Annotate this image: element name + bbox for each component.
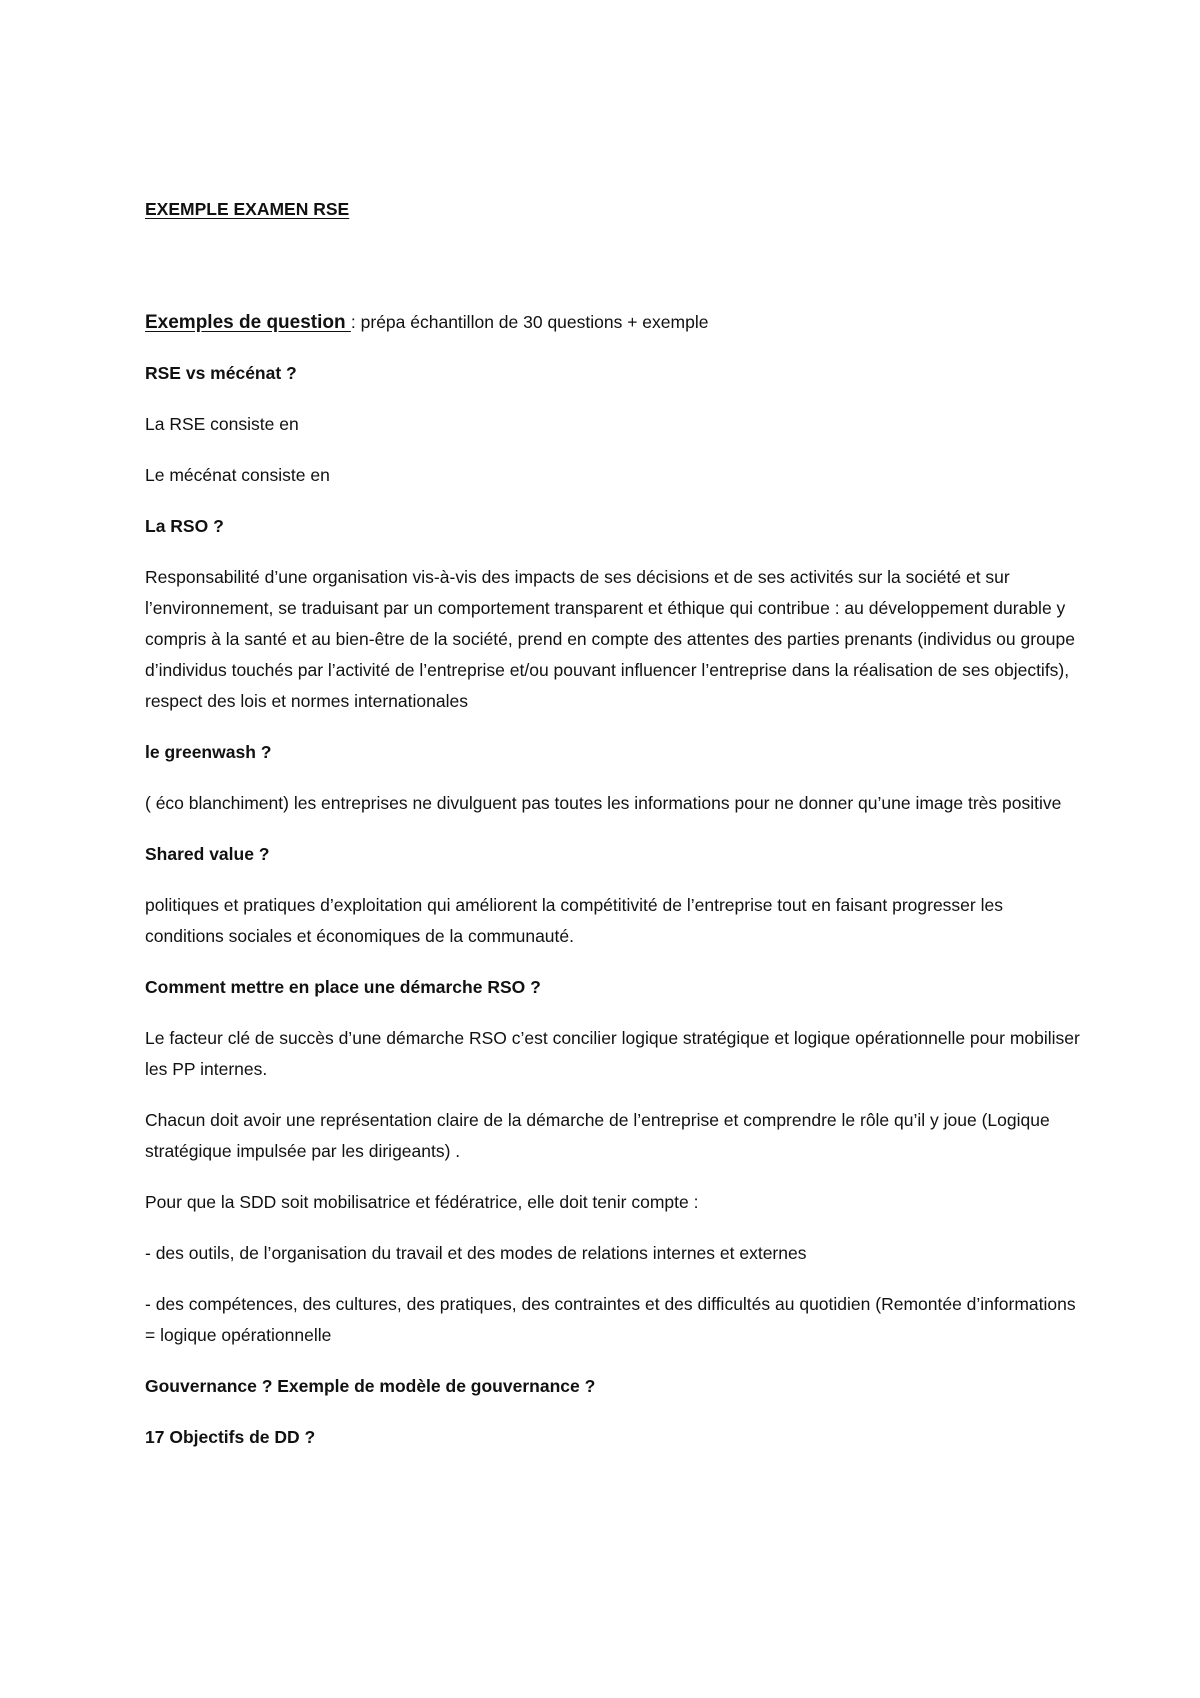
intro-text: : prépa échantillon de 30 questions + exemple [350, 312, 709, 332]
document-page [145, 194, 1085, 1473]
question-rse-vs-mecenat: RSE vs mécénat ? [145, 363, 297, 383]
question-demarche-rso: Comment mettre en place une démarche RSO ? [145, 977, 541, 997]
answer-demarche-rso-p5: - des compétences, des cultures, des pratiques, des contraintes et des difficultés au quotidien (Remontée d’informations = logique opérationnelle [145, 1294, 1076, 1345]
intro-label: Exemples de question [145, 312, 351, 333]
question-rso: La RSO ? [145, 516, 224, 536]
question-greenwash: le greenwash ? [145, 742, 272, 762]
answer-mecenat: Le mécénat consiste en [145, 465, 330, 485]
question-shared-value: Shared value ? [145, 844, 270, 864]
intro-paragraph [145, 307, 1085, 338]
answer-demarche-rso-p1: Le facteur clé de succès d’une démarche RSO c’est concilier logique stratégique et logique opérationnelle pour mobiliser les PP internes. [145, 1028, 1080, 1079]
question-gouvernance: Gouvernance ? Exemple de modèle de gouvernance ? [145, 1376, 596, 1396]
answer-demarche-rso-p4: - des outils, de l’organisation du travail et des modes de relations internes et externes [145, 1243, 807, 1263]
answer-rse: La RSE consiste en [145, 414, 299, 434]
question-objectifs-dd: 17 Objectifs de DD ? [145, 1427, 316, 1447]
answer-demarche-rso-p2: Chacun doit avoir une représentation claire de la démarche de l’entreprise et comprendre le rôle qu’il y joue (Logique stratégique impulsée par les dirigeants) . [145, 1110, 1050, 1161]
answer-greenwash: ( éco blanchiment) les entreprises ne divulguent pas toutes les informations pour ne donner qu’une image très positive [145, 793, 1062, 813]
answer-rso: Responsabilité d’une organisation vis-à-vis des impacts de ses décisions et de ses activités sur la société et sur l’environnement, se traduisant par un comportement transparent et éthique qui contribue : au développement durable y compris à la santé et au bien-être de la société, prend en compte des attentes des parties prenants (individus ou groupe d’individus touchés par l’activité de l’entreprise et/ou pouvant influencer l’entreprise dans la réalisation de ses objectifs), respect des lois et normes internationales [145, 567, 1076, 711]
answer-shared-value: politiques et pratiques d’exploitation qui améliorent la compétitivité de l’entreprise tout en faisant progresser les conditions sociales et économiques de la communauté. [145, 895, 1003, 946]
answer-demarche-rso-p3: Pour que la SDD soit mobilisatrice et fédératrice, elle doit tenir compte : [145, 1192, 699, 1212]
document-title: EXEMPLE EXAMEN RSE [145, 199, 350, 219]
